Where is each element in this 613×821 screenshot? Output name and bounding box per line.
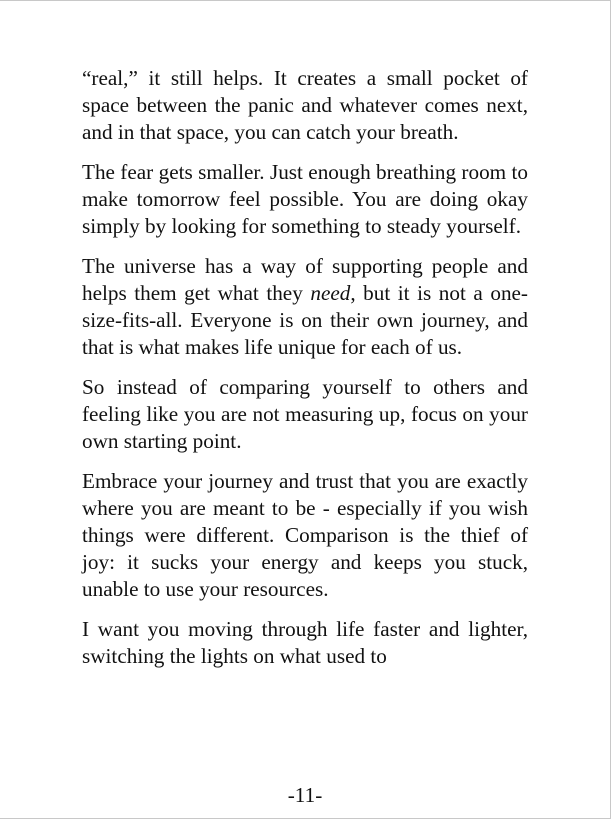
text-segment: The fear gets smaller. Just enough breathing room to make tomorrow feel possible. You are doing okay simply by looking for something to steady yourself. xyxy=(82,160,528,238)
page-number: -11- xyxy=(287,783,323,807)
paragraph xyxy=(82,374,528,455)
text-segment: , but it is not a one-size-fits-all. Everyone is on their own journey, and that is what makes life unique for each of us. xyxy=(82,281,528,359)
text-segment: “real,” it still helps. It creates a small pocket of space between the panic and whatever comes next, and in that space, you can catch your breath. xyxy=(82,66,528,144)
text-segment: Embrace your journey and trust that you are exactly where you are meant to be - especially if you wish things were different. Comparison is the thief of joy: it sucks your energy and keeps you stuck, unable to use your resources. xyxy=(82,469,528,601)
paragraph xyxy=(82,159,528,240)
text-segment: So instead of comparing yourself to others and feeling like you are not measuring up, focus on your own starting point. xyxy=(82,375,528,453)
body-text xyxy=(82,65,528,683)
emphasis-text: need xyxy=(310,281,351,305)
text-segment: The universe has a way of supporting people and helps them get what they xyxy=(82,254,528,305)
paragraph xyxy=(82,468,528,603)
paragraph xyxy=(82,65,528,146)
paragraph xyxy=(82,253,528,361)
paragraph xyxy=(82,616,528,670)
text-segment: I want you moving through life faster and lighter, switching the lights on what used to xyxy=(82,617,528,668)
